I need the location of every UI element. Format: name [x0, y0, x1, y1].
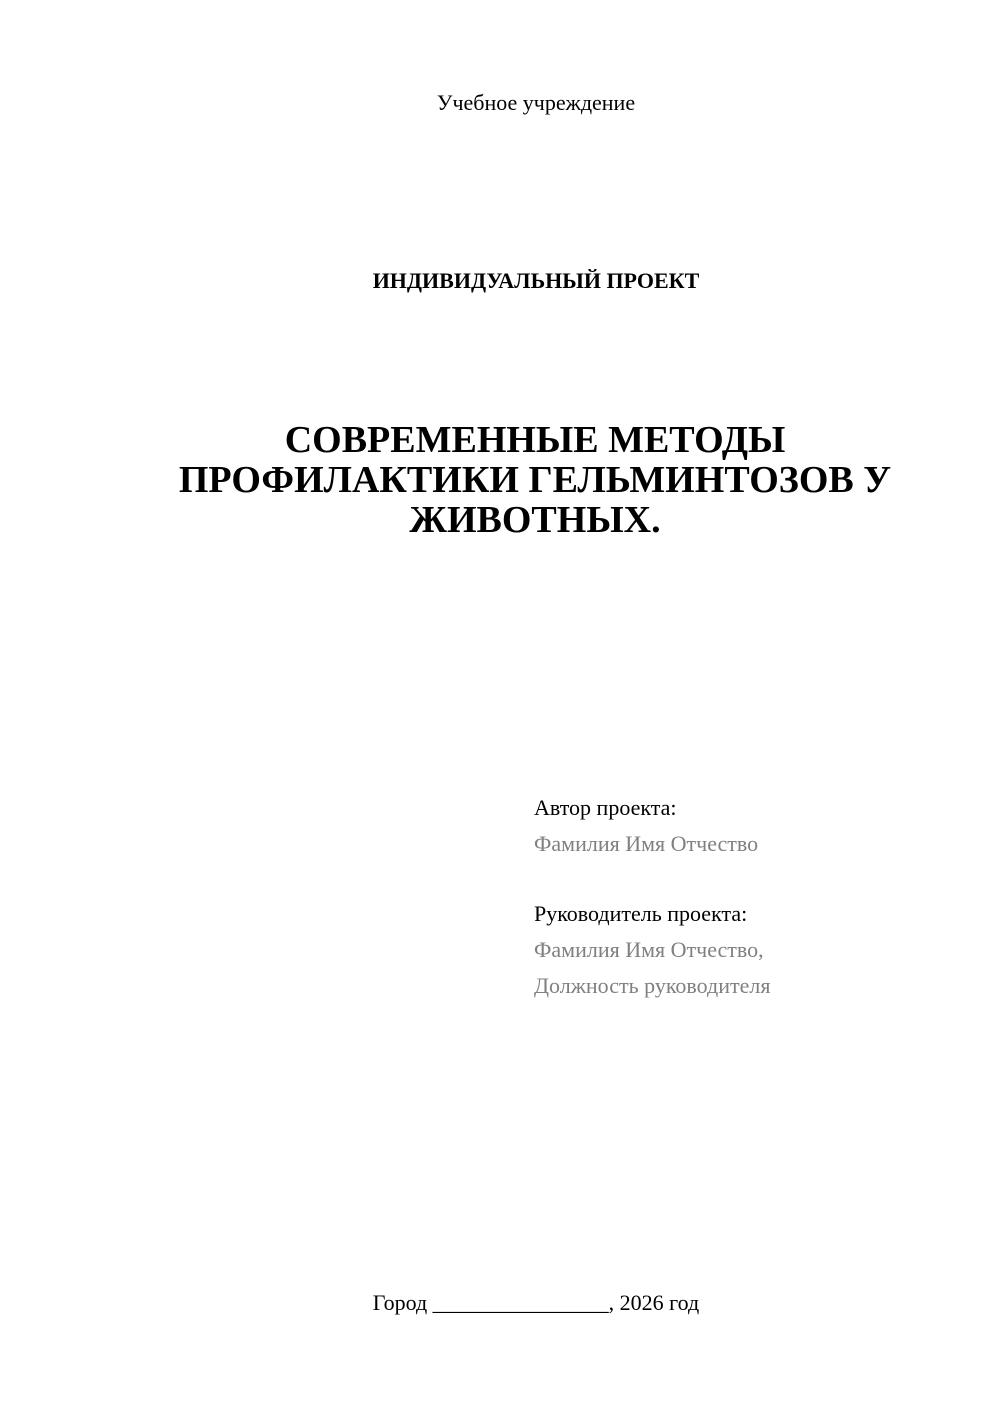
project-title-line: ПРОФИЛАКТИКИ ГЕЛЬМИНТОЗОВ У: [178, 459, 892, 501]
project-title-line: СОВРЕМЕННЫЕ МЕТОДЫ: [284, 419, 786, 461]
project-credits: [534, 790, 974, 1004]
supervisor-position: Должность руководителя: [534, 973, 771, 998]
project-type-heading: ИНДИВИДУАЛЬНЫЙ ПРОЕКТ: [372, 268, 700, 293]
supervisor-label: Руководитель проекта:: [534, 901, 748, 926]
supervisor-name: Фамилия Имя Отчество,: [534, 937, 764, 962]
author-name: Фамилия Имя Отчество: [534, 831, 759, 856]
city-year-line: Город ________________, 2026 год: [372, 1290, 700, 1315]
credits-spacer: [534, 862, 974, 896]
institution-name: Учебное учреждение: [436, 90, 636, 115]
author-label: Автор проекта:: [534, 795, 677, 820]
project-title: [150, 420, 920, 540]
project-title-line: ЖИВОТНЫХ.: [409, 499, 661, 541]
